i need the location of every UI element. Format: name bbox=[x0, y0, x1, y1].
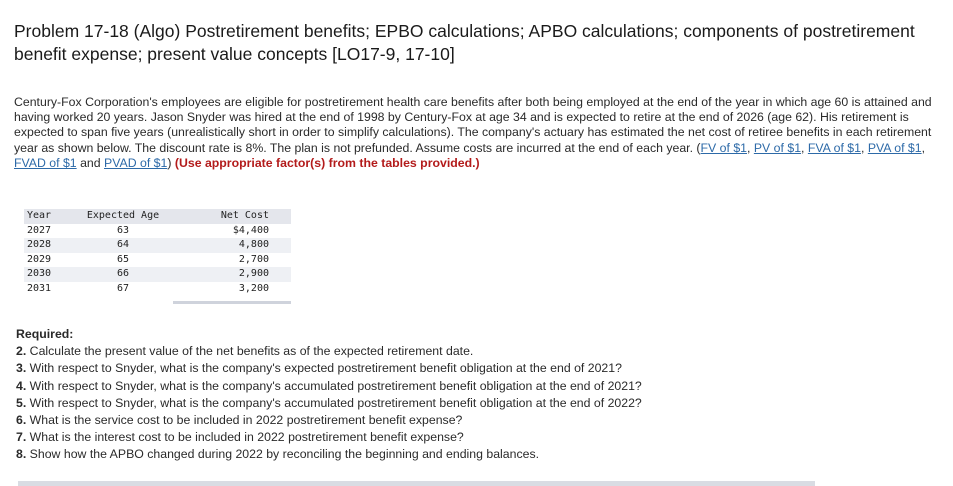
cell-year: 2031 bbox=[24, 282, 73, 297]
problem-intro bbox=[14, 95, 939, 171]
table-row bbox=[24, 253, 291, 268]
required-item bbox=[16, 412, 916, 429]
item-text: With respect to Snyder, what is the company's accumulated postretirement benefit obligation at the end of 2022? bbox=[26, 395, 642, 410]
required-item bbox=[16, 395, 916, 412]
cell-cost: $4,400 bbox=[173, 224, 291, 239]
item-text: With respect to Snyder, what is the company's accumulated postretirement benefit obligation at the end of 2021? bbox=[26, 378, 642, 393]
horizontal-scrollbar[interactable] bbox=[18, 481, 815, 486]
footer-cell bbox=[73, 296, 173, 303]
cell-age: 64 bbox=[73, 238, 173, 253]
intro-text: Century-Fox Corporation's employees are eligible for postretirement health care benefits after both being employed at the end of the year in which age 60 is attained and having worked 20 years. Jason Snyder was hired at the end of 1998 by Century-Fox at age 34 and is expected to retire at the end of 2026 (age 62). His retirement is expected to span five years (unrealistically short in order to simplify calculations). The company's actuary has estimated the net cost of retiree benefits in each retirement year as shown below. The discount rate is 8%. The plan is not prefunded. Assume costs are incurred at the end of each year. ( bbox=[14, 95, 932, 155]
link-fva-of-1[interactable]: FVA of $1 bbox=[807, 140, 861, 155]
cell-year: 2028 bbox=[24, 238, 73, 253]
cell-age: 66 bbox=[73, 267, 173, 282]
header-net-cost: Net Cost bbox=[173, 209, 291, 224]
separator: , bbox=[860, 140, 868, 155]
cell-year: 2030 bbox=[24, 267, 73, 282]
item-text: Show how the APBO changed during 2022 by reconciling the beginning and ending balances. bbox=[26, 447, 540, 462]
cell-year: 2029 bbox=[24, 253, 73, 268]
cell-cost: 2,900 bbox=[173, 267, 291, 282]
separator: and bbox=[76, 155, 105, 170]
item-number: 4. bbox=[16, 378, 27, 393]
link-pv-of-1[interactable]: PV of $1 bbox=[753, 140, 802, 155]
item-number: 3. bbox=[16, 361, 27, 376]
table-row bbox=[24, 224, 291, 239]
required-heading: Required: bbox=[16, 327, 74, 341]
link-pvad-of-1[interactable]: PVAD of $1 bbox=[104, 155, 168, 170]
required-item bbox=[16, 360, 916, 377]
item-text: Calculate the present value of the net benefits as of the expected retirement date. bbox=[26, 344, 474, 359]
cell-cost: 2,700 bbox=[173, 253, 291, 268]
header-year: Year bbox=[24, 209, 73, 224]
cell-age: 67 bbox=[73, 282, 173, 297]
item-number: 2. bbox=[16, 344, 27, 359]
separator: , bbox=[747, 140, 754, 155]
required-item bbox=[16, 429, 916, 446]
cell-year: 2027 bbox=[24, 224, 73, 239]
required-section bbox=[16, 326, 916, 464]
link-pva-of-1[interactable]: PVA of $1 bbox=[867, 140, 922, 155]
problem-title: Problem 17-18 (Algo) Postretirement benefits; EPBO calculations; APBO calculations; components of postretirement benefit expense; present value concepts [LO17-9, 17-10] bbox=[14, 21, 915, 64]
item-text: What is the interest cost to be included in 2022 postretirement benefit expense? bbox=[26, 430, 464, 445]
table-row bbox=[24, 282, 291, 297]
item-text: What is the service cost to be included in 2022 postretirement benefit expense? bbox=[26, 413, 463, 428]
footer-total-rule bbox=[173, 296, 291, 303]
item-number: 5. bbox=[16, 395, 27, 410]
separator: , bbox=[801, 140, 808, 155]
cell-cost: 3,200 bbox=[173, 282, 291, 297]
net-cost-table bbox=[24, 209, 291, 304]
cell-age: 63 bbox=[73, 224, 173, 239]
required-item bbox=[16, 343, 916, 360]
required-item bbox=[16, 446, 916, 463]
cell-cost: 4,800 bbox=[173, 238, 291, 253]
item-number: 8. bbox=[16, 447, 27, 462]
item-number: 7. bbox=[16, 430, 27, 445]
required-item bbox=[16, 378, 916, 395]
header-expected-age: Expected Age bbox=[73, 209, 173, 224]
table-row bbox=[24, 267, 291, 282]
item-number: 6. bbox=[16, 413, 27, 428]
separator: , bbox=[921, 140, 926, 155]
table-footer bbox=[24, 296, 291, 303]
table-header-row bbox=[24, 209, 291, 224]
footer-cell bbox=[24, 296, 73, 303]
item-text: With respect to Snyder, what is the company's expected postretirement benefit obligation at the end of 2021? bbox=[26, 361, 622, 376]
instruction-text: (Use appropriate factor(s) from the tables provided.) bbox=[174, 155, 480, 170]
separator: ) bbox=[167, 155, 175, 170]
link-fv-of-1[interactable]: FV of $1 bbox=[700, 140, 748, 155]
cell-age: 65 bbox=[73, 253, 173, 268]
link-fvad-of-1[interactable]: FVAD of $1 bbox=[14, 155, 77, 170]
table-row bbox=[24, 238, 291, 253]
